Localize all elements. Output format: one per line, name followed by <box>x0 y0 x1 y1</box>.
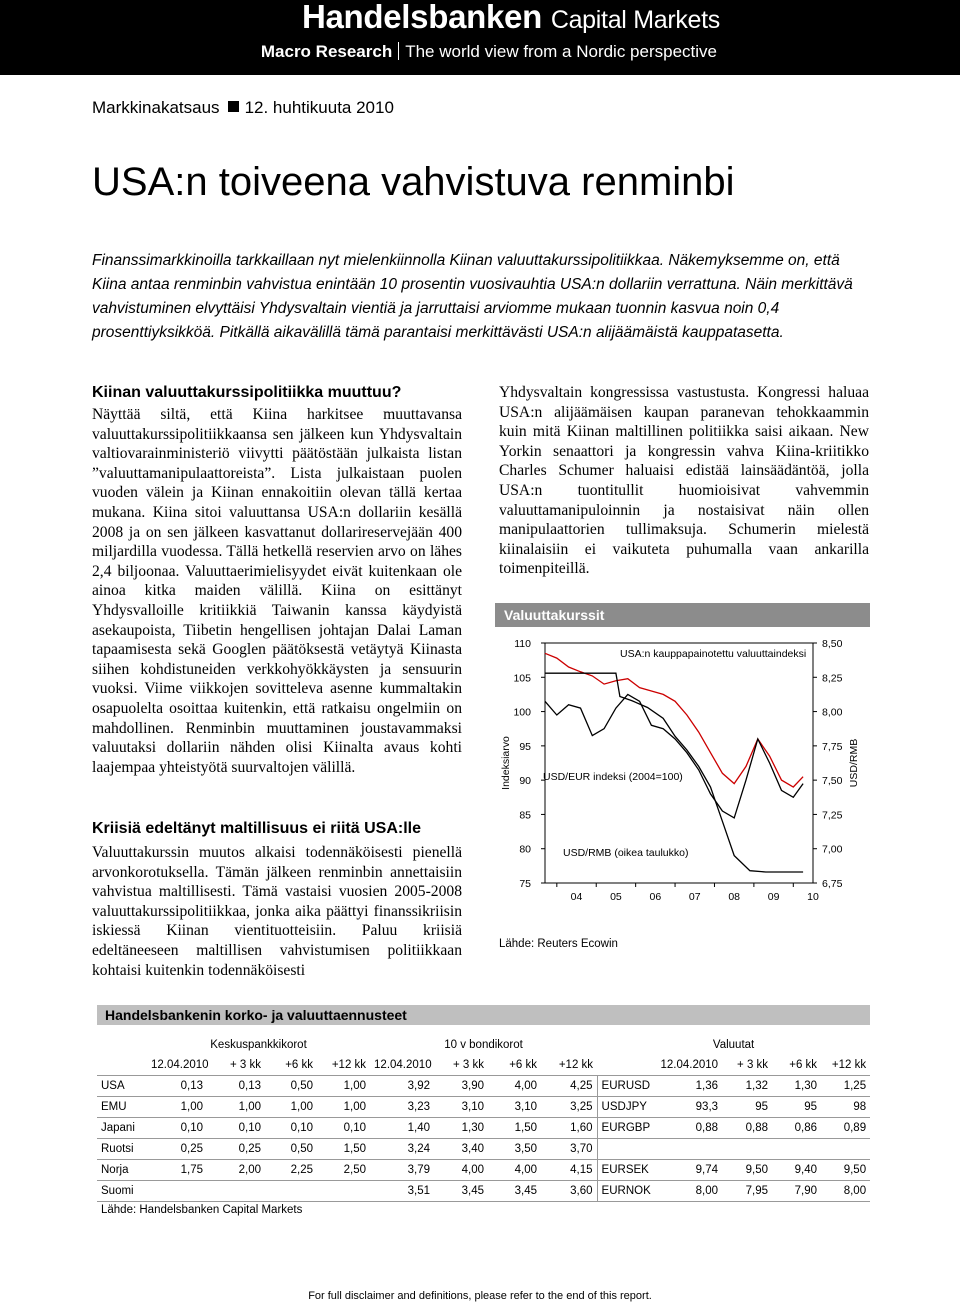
fx-value-cell: 9,40 <box>772 1160 821 1181</box>
group-currencies: Valuutat <box>712 1039 755 1051</box>
forecast-table <box>97 1035 870 1202</box>
chart-header <box>495 603 870 627</box>
fx-value-cell: 1,30 <box>772 1076 821 1097</box>
fx-pair-cell: USDJPY <box>597 1097 655 1118</box>
fx-pair-cell: EURNOK <box>597 1181 655 1202</box>
forecast-table-header <box>97 1005 870 1025</box>
group-bond-yields: 10 v bondikorot <box>444 1039 523 1051</box>
y-right-tick-label: 8,00 <box>822 706 843 719</box>
tagline-divider <box>398 42 399 60</box>
bond-yield-cell: 3,92 <box>370 1076 434 1097</box>
table-row <box>97 1181 870 1202</box>
section-heading-1: Kiinan valuuttakurssipolitiikka muuttuu? <box>92 384 402 401</box>
x-tick-label: 08 <box>728 891 741 903</box>
cb-rate-cell: 1,00 <box>317 1097 370 1118</box>
fx-value-cell: 0,88 <box>655 1118 722 1139</box>
cb-rate-cell <box>147 1181 207 1202</box>
bond-yield-cell: 1,40 <box>370 1118 434 1139</box>
fx-value-cell: 7,95 <box>722 1181 772 1202</box>
cb-rate-cell: 2,25 <box>265 1160 317 1181</box>
cb-rate-cell: 0,50 <box>265 1139 317 1160</box>
column-header: 12.04.2010 <box>660 1059 719 1071</box>
x-tick-label: 05 <box>610 891 622 903</box>
cb-rate-cell: 0,13 <box>207 1076 265 1097</box>
column-header: +6 kk <box>789 1059 818 1071</box>
column-header: + 3 kk <box>737 1059 769 1071</box>
series-label: USD/RMB (oikea taulukko) <box>563 847 689 859</box>
y-left-tick-label: 85 <box>519 809 531 822</box>
exchange-rate-chart <box>495 603 870 925</box>
bond-yield-cell: 3,70 <box>541 1139 597 1160</box>
column-header: +12 kk <box>831 1059 867 1071</box>
bond-yield-cell: 3,10 <box>434 1097 488 1118</box>
cb-rate-cell <box>265 1181 317 1202</box>
table-source: Lähde: Handelsbanken Capital Markets <box>101 1204 303 1216</box>
fx-value-cell: 95 <box>772 1097 821 1118</box>
bond-yield-cell: 3,45 <box>434 1181 488 1202</box>
fx-value-cell <box>772 1139 821 1160</box>
series-label: USD/EUR indeksi (2004=100) <box>543 771 683 783</box>
bond-yield-cell: 1,50 <box>488 1118 541 1139</box>
bond-yield-cell: 3,40 <box>434 1139 488 1160</box>
y-left-tick-label: 80 <box>519 843 531 856</box>
fx-value-cell: 8,00 <box>655 1181 722 1202</box>
y-right-tick-label: 8,25 <box>822 672 843 685</box>
fx-pair-cell: EURGBP <box>597 1118 655 1139</box>
y-left-tick-label: 75 <box>519 878 531 890</box>
group-central-bank: Keskuspankkikorot <box>210 1039 307 1051</box>
bond-yield-cell: 4,00 <box>488 1160 541 1181</box>
brand-logo <box>302 0 720 36</box>
lead-paragraph: Finanssimarkkinoilla tarkkaillaan nyt mielenkiinnolla Kiinan valuuttakurssipolitiikkaa. Näkemyksemme on, että Kiina antaa renminbin vahvistua enintään 10 prosentin vuosivauhtia USA:n dollariin verrattuna. Näin merkittävä vahvistuminen elvyttäisi Yhdysvaltain vientiä ja jarruttaisi arviomme mukaan tuonnin kasvua noin 0,4 prosenttiyksikköä. Pitkällä aikavälillä tämä parantaisi merkittävästi USA:n alijäämäistä kauppatasetta. <box>92 252 853 341</box>
cb-rate-cell: 0,50 <box>265 1076 317 1097</box>
page-title: USA:n toiveena vahvistuva renminbi <box>92 160 735 204</box>
cb-rate-cell <box>207 1181 265 1202</box>
bond-yield-cell: 3,24 <box>370 1139 434 1160</box>
fx-value-cell: 8,00 <box>821 1181 870 1202</box>
x-tick-label: 09 <box>767 891 780 903</box>
bond-yield-cell: 4,00 <box>434 1160 488 1181</box>
bond-yield-cell: 3,90 <box>434 1076 488 1097</box>
cb-rate-cell: 2,50 <box>317 1160 370 1181</box>
tagline <box>261 42 717 62</box>
cb-rate-cell: 1,50 <box>317 1139 370 1160</box>
cb-rate-cell: 1,00 <box>207 1097 265 1118</box>
cb-rate-cell: 0,10 <box>317 1118 370 1139</box>
column-header-pair <box>597 1055 655 1076</box>
y-right-tick-label: 7,00 <box>822 843 843 856</box>
forecast-table-title: Handelsbankenin korko- ja valuuttaennusteet <box>105 1007 407 1023</box>
x-tick-label: 06 <box>649 891 662 903</box>
bond-yield-cell: 3,25 <box>541 1097 597 1118</box>
y-right-axis-label: USD/RMB <box>848 738 860 788</box>
tagline-text: The world view from a Nordic perspective <box>405 42 717 61</box>
cb-rate-cell: 1,00 <box>147 1097 207 1118</box>
report-series: Markkinakatsaus <box>92 98 220 117</box>
x-tick-label: 10 <box>807 891 819 903</box>
table-corner-2 <box>97 1055 147 1076</box>
fx-value-cell: 9,74 <box>655 1160 722 1181</box>
fx-value-cell: 7,90 <box>772 1181 821 1202</box>
fx-value-cell <box>722 1139 772 1160</box>
table-row <box>97 1118 870 1139</box>
cb-rate-cell: 2,00 <box>207 1160 265 1181</box>
fx-value-cell: 9,50 <box>722 1160 772 1181</box>
y-left-tick-label: 110 <box>514 638 531 650</box>
row-label: Norja <box>97 1160 147 1181</box>
footer-disclaimer: For full disclaimer and definitions, please refer to the end of this report. <box>308 1290 652 1302</box>
chart-source: Lähde: Reuters Ecowin <box>499 938 618 950</box>
cb-rate-cell <box>317 1181 370 1202</box>
x-tick-label: 07 <box>688 891 701 903</box>
bond-yield-cell: 1,30 <box>434 1118 488 1139</box>
bond-yield-cell: 4,15 <box>541 1160 597 1181</box>
section-text-2: Valuuttakurssin muutos alkaisi todennäköisesti pienellä arvonkorotuksella. Tämän jälkeen renminbin annettaisiin vahvistua maltillisesti. Tämä vastaisi vuosien 2005-2008 valuuttakurssipolitiikkaa, jonka aika päättyi finanssikriisin iskiessä Kiinan vientituotteisiin. Paluu kriisiä edeltäneeseen maltillisen vahvistumisen politiikkaan kohtaisi kuitenkin todennäköisesti <box>92 844 462 979</box>
cb-rate-cell: 0,13 <box>147 1076 207 1097</box>
table-row <box>97 1139 870 1160</box>
column-header: +12 kk <box>558 1059 594 1071</box>
bond-yield-cell: 3,50 <box>488 1139 541 1160</box>
bond-yield-cell: 3,23 <box>370 1097 434 1118</box>
header-banner <box>0 0 960 75</box>
y-right-tick-label: 6,75 <box>822 878 843 890</box>
column-header: 12.04.2010 <box>151 1059 209 1071</box>
bond-yield-cell: 4,25 <box>541 1076 597 1097</box>
row-label: EMU <box>97 1097 147 1118</box>
x-tick-label: 04 <box>570 891 583 903</box>
column-header: + 3 kk <box>229 1059 261 1071</box>
fx-value-cell: 93,3 <box>655 1097 722 1118</box>
dateline <box>92 98 394 118</box>
cb-rate-cell: 1,00 <box>317 1076 370 1097</box>
table-row <box>97 1160 870 1181</box>
right-column-text: Yhdysvaltain kongressissa vastustusta. Kongressi haluaa USA:n alijäämäisen kaupan paranevan tehokkaammin kuin mitä Kiinan maltillinen politiikka saisi aikaan. New Yorkin senaattori ja kongressin vahva Kiina-kriitikko Charles Schumer haluaisi edistää lainsäädäntöä, jolla USA:n tuontitullit huomioisivat vahvemmin valuuttamanipuloinnin ja nostaisivat näin ollen manipulaattorien tullimaksuja. Schumerin mielestä kiinalaisiin ei vaikuteta puhumalla vaan ankarilla toimenpiteillä. <box>499 384 869 578</box>
cb-rate-cell: 0,10 <box>265 1118 317 1139</box>
column-header: + 3 kk <box>453 1059 485 1071</box>
brand-suffix: Capital Markets <box>550 6 720 34</box>
chart-header-label: Valuuttakurssit <box>504 607 605 623</box>
square-bullet-icon <box>228 101 239 112</box>
fx-value-cell: 1,25 <box>821 1076 870 1097</box>
bond-yield-cell: 3,51 <box>370 1181 434 1202</box>
cb-rate-cell: 1,75 <box>147 1160 207 1181</box>
series-line-usd-eur <box>545 694 803 818</box>
bond-yield-cell: 3,10 <box>488 1097 541 1118</box>
column-header: 12.04.2010 <box>374 1059 432 1071</box>
fx-value-cell: 1,32 <box>722 1076 772 1097</box>
fx-pair-cell <box>597 1139 655 1160</box>
fx-pair-cell: EURUSD <box>597 1076 655 1097</box>
cb-rate-cell: 0,25 <box>207 1139 265 1160</box>
cb-rate-cell: 0,25 <box>147 1139 207 1160</box>
table-row <box>97 1097 870 1118</box>
y-left-tick-label: 90 <box>519 775 531 788</box>
fx-value-cell: 0,89 <box>821 1118 870 1139</box>
report-date: 12. huhtikuuta 2010 <box>244 98 394 117</box>
bond-yield-cell: 4,00 <box>488 1076 541 1097</box>
y-right-tick-label: 7,50 <box>822 775 843 788</box>
row-label: Ruotsi <box>97 1139 147 1160</box>
section-heading-2: Kriisiä edeltänyt maltillisuus ei riitä USA:lle <box>92 820 421 837</box>
bond-yield-cell: 3,60 <box>541 1181 597 1202</box>
table-row <box>97 1076 870 1097</box>
table-column-row <box>97 1055 870 1076</box>
column-header: +6 kk <box>509 1059 538 1071</box>
fx-value-cell <box>655 1139 722 1160</box>
cb-rate-cell: 1,00 <box>265 1097 317 1118</box>
column-header: +6 kk <box>285 1059 313 1071</box>
section-text-1: Näyttää siltä, että Kiina harkitsee muuttavansa valuuttakurssipolitiikkaansa sen jälkeen kun Yhdysvaltain valtiovarainministeriö viivytti päätöstään julkaista listan ”valuuttamanipulaattoreista”. Lista julkaistaan puolen vuoden välein ja Kiinan ennakoitiin olevan tällä kertaa mukana. Kiina sitoi valuuttansa USA:n dollariin kesällä 2008 ja on sen jälkeen kasvattanut dollarireservejään 400 miljardilla vuodessa. Tällä hetkellä reservien arvo on lähes 2,4 biljoonaa. Valuuttaerimielisyydet eivät kuitenkaan ole ainoa kitka maiden välillä. Kiina on esittänyt Yhdysvalloille kritiikkiä Taiwanin kanssa käydyistä asekaupoista, Tiibetin hengellisen johtajan Dalai Laman tapaamisesta sekä Googlen päätöksestä vetäytyä Kiinasta siihen kohdistuneiden verkkohyökkäysten ja sensuurin vuoksi. Viime viikkojen sovitteleva asenne kummaltakin osapuolelta osoittaa kuitenkin, että ratkaisu ongelmiin on mahdollinen. Renminbin muuttaminen joustavammaksi valuutaksi dollariin nähden olisi Kiinalta avaus kohti laajempaa yhteistyötä suurvaltojen välillä. <box>92 406 462 776</box>
fx-value-cell: 0,88 <box>722 1118 772 1139</box>
chart-svg <box>495 627 870 927</box>
y-left-tick-label: 95 <box>519 740 531 753</box>
bond-yield-cell: 3,79 <box>370 1160 434 1181</box>
column-header: +12 kk <box>331 1059 367 1071</box>
fx-value-cell: 98 <box>821 1097 870 1118</box>
y-right-tick-label: 7,75 <box>822 740 843 753</box>
y-right-tick-label: 8,50 <box>822 638 843 650</box>
row-label: USA <box>97 1076 147 1097</box>
fx-value-cell: 1,36 <box>655 1076 722 1097</box>
y-right-tick-label: 7,25 <box>822 809 843 822</box>
fx-value-cell: 0,86 <box>772 1118 821 1139</box>
fx-pair-cell: EURSEK <box>597 1160 655 1181</box>
row-label: Suomi <box>97 1181 147 1202</box>
bond-yield-cell: 3,45 <box>488 1181 541 1202</box>
cb-rate-cell: 0,10 <box>147 1118 207 1139</box>
y-left-tick-label: 105 <box>513 672 531 685</box>
bond-yield-cell: 1,60 <box>541 1118 597 1139</box>
fx-value-cell: 95 <box>722 1097 772 1118</box>
fx-value-cell: 9,50 <box>821 1160 870 1181</box>
table-corner <box>97 1035 147 1055</box>
row-label: Japani <box>97 1118 147 1139</box>
section-name: Macro Research <box>260 42 393 61</box>
series-label: USA:n kauppapainotettu valuuttaindeksi <box>620 648 807 660</box>
brand-name: Handelsbanken <box>301 0 542 35</box>
y-left-axis-label: Indeksiarvo <box>500 736 512 790</box>
fx-value-cell <box>821 1139 870 1160</box>
cb-rate-cell: 0,10 <box>207 1118 265 1139</box>
table-group-row <box>97 1035 870 1055</box>
y-left-tick-label: 100 <box>513 706 531 719</box>
